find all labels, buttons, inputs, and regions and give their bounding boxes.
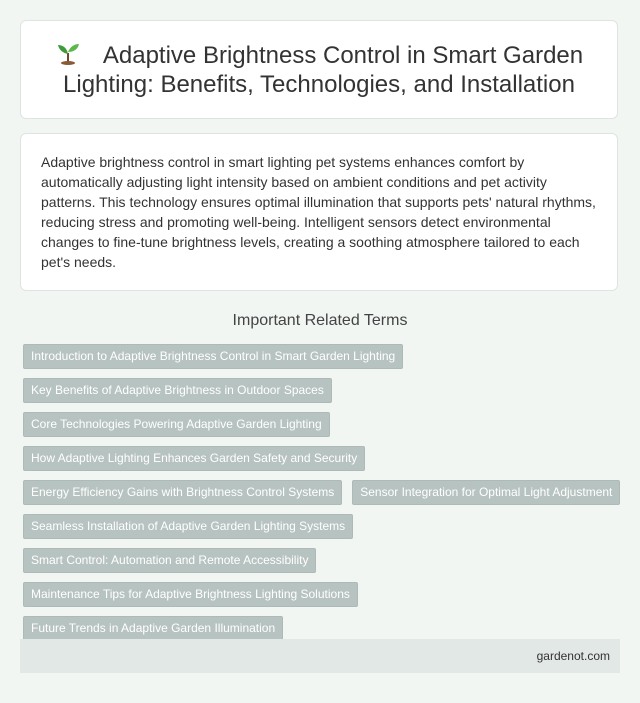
related-term-link[interactable]: Key Benefits of Adaptive Brightness in Outdoor Spaces: [23, 378, 332, 403]
related-terms-heading: Important Related Terms: [232, 312, 408, 329]
related-term-link[interactable]: Future Trends in Adaptive Garden Illumination: [23, 616, 283, 641]
related-terms-list: [23, 344, 623, 641]
footer: [20, 639, 620, 673]
related-term-link[interactable]: Sensor Integration for Optimal Light Adjustment: [352, 480, 620, 505]
footer-site-name: gardenot.com: [536, 649, 610, 663]
related-term-link[interactable]: Energy Efficiency Gains with Brightness Control Systems: [23, 480, 342, 505]
related-term-link[interactable]: Maintenance Tips for Adaptive Brightness Lighting Solutions: [23, 582, 358, 607]
title-card: [20, 20, 618, 119]
related-term-link[interactable]: Seamless Installation of Adaptive Garden Lighting Systems: [23, 514, 353, 539]
related-term-link[interactable]: Smart Control: Automation and Remote Accessibility: [23, 548, 316, 573]
intro-card: [20, 133, 618, 291]
page-title-text: Adaptive Brightness Control in Smart Garden Lighting: Benefits, Technologies, and Installation: [63, 41, 584, 98]
related-term-link[interactable]: Introduction to Adaptive Brightness Control in Smart Garden Lighting: [23, 344, 403, 369]
page-title: [41, 41, 597, 99]
intro-paragraph: Adaptive brightness control in smart lighting pet systems enhances comfort by automatically adjusting light intensity based on ambient conditions and pet activity patterns. This technology ensures optimal illumination that supports pets' natural rhythms, reducing stress and promoting well-being. Intelligent sensors detect environmental changes to fine-tune brightness levels, creating a soothing atmosphere tailored to each pet's needs.: [41, 154, 596, 270]
sprout-icon: [55, 41, 81, 65]
related-term-link[interactable]: How Adaptive Lighting Enhances Garden Safety and Security: [23, 446, 365, 471]
related-term-link[interactable]: Core Technologies Powering Adaptive Garden Lighting: [23, 412, 330, 437]
